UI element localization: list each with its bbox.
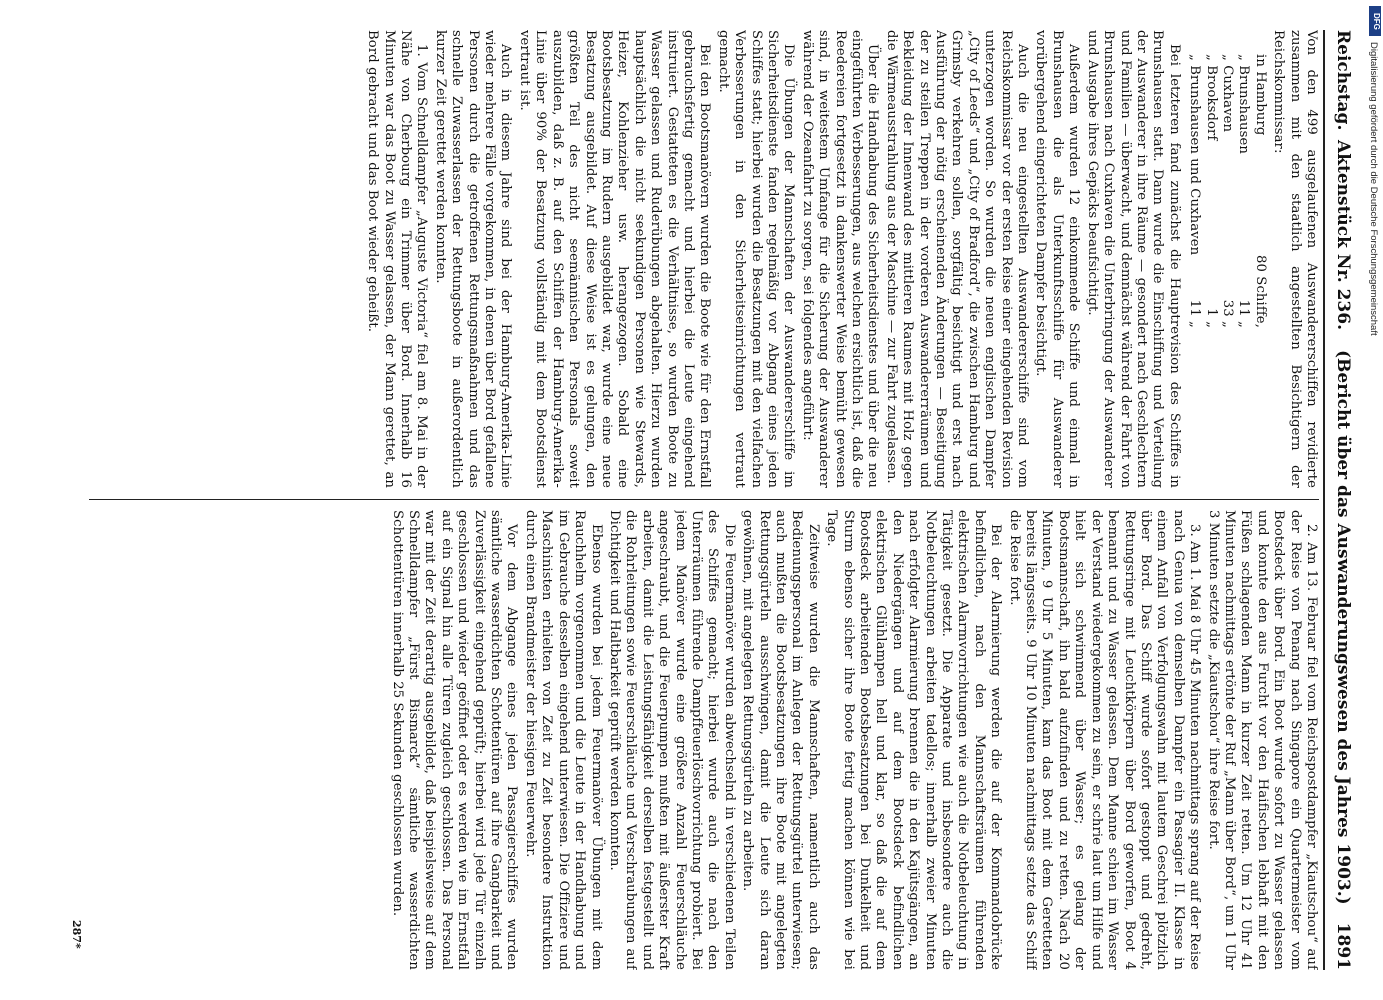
header-right: 1891 (1333, 922, 1353, 970)
list-item: „ Cuxhaven 33 „ (1219, 54, 1235, 328)
digitization-note: Digitalisierung gefördert durch die Deutsche Forschungsgemeinschaft (1368, 42, 1379, 336)
ship-count-list (1186, 54, 1268, 488)
page-number: 287* (70, 920, 83, 949)
left-paragraph: Auch in diesem Jahre sind bei der Hamburg-Amerika-Linie wieder mehrere Fälle vorgekommen, in denen über Bord gefallene Personen durch die getroffenen Rettungsmaßnahmen und das schnelle Zuwasserlassen der Rettungsboote in außerordentlich kurzer Zeit gerettet werden konnten. (432, 30, 514, 488)
list-item: „ Brooksdorf 1 „ (1203, 54, 1219, 328)
left-paragraph: Auch die neu eingestellten Auswandererschiffe sind vom Reichskommissar vor der ersten Reise einer eingehenden Revision unterzogen worden. So wurden die neuen englischen Dampfer „City of Leeds“ und „City of Bradford“, die zwischen Hamburg und Grimsby verkehren sollen, sorgfältig besichtigt und erst nach Ausführung der nötig erscheinenden Änderungen — Beseitigung der zu steilen Treppen in der vorderen Auswandererräumen und Bekleidung der Innenwand des mittleren Raumes mit Holz gegen die Wärmeausstrahlung aus der Maschine — zur Fahrt zugelassen. (883, 30, 1031, 488)
left-intro: Von den 499 ausgelaufenen Auswandererschiffen revidierte zusammen mit den staatlich angestellten Besichtigern der Reichskommissar: (1271, 30, 1319, 488)
header-subtitle: (Bericht über das Auswanderungswesen des Jahres 1903.) (1333, 350, 1353, 905)
list-item: „ Brunshausen 11 „ (1236, 54, 1252, 328)
right-paragraph: 3. Am 1. Mai 8 Uhr 45 Minuten nachmittags sprang auf der Reise nach Genua von demselben Dampfer ein Passagier II. Klasse in einem Anfall von Verfolgungswahn mit lautem Geschrei plötzlich über Bord. Das Schiff wurde sofort gestoppt und gedreht, Rettungsringe mit Leuchtkörpern über Bord geworfen, Boot 4 bemannt und zu Wasser gelassen. Dem Manne schien im Wasser der Verstand wiedergekommen zu sein, er schrie laut um Hilfe und hielt sich schwimmend über Wasser; es gelang der Bootsmannschaft, ihn bald aufzufinden und zu retten. Nach 20 Minuten, 9 Uhr 5 Minuten, kam das Boot mit dem Geretteten bereits längsseits. 9 Uhr 10 Minuten nachmittags setzte das Schiff die Reise fort. (1006, 510, 1203, 970)
page-header (1327, 30, 1355, 970)
right-paragraph: Die Feuermanöver wurden abwechselnd in verschiedenen Teilen des Schiffes gemacht; hierbei wurde auch die nach den Unterräumen führende Dampffeuerlöschvorrichtung probiert. Bei jedem Manöver wurde eine größere Anzahl Feuerschläuche angeschraubt, und die Feuerpumpen mußten mit äußerster Kraft arbeiten, damit die Leistungsfähigkeit derselben festgestellt und die Rohrleitungen sowie Feuerschläuche und Verschraubungen auf Dichtigkeit und Haltbarkeit geprüft werden konnten. (606, 510, 737, 970)
right-paragraph: Bei der Alarmierung werden die auf der Kommandobrücke befindlichen, nach den Mannschaftsräumen führenden elektrischen Alarmvorrichtungen wie auch die Notbeleuchtung in Tätigkeit gesetzt. Die Apparate und insbesondere auch die Notbeleuchtungen arbeiten tadellos; innerhalb zweier Minuten nach erfolgter Alarmierung brennen die in den Kajütsgängen, an den Niedergängen und auf dem Bootsdeck befindlichen elektrischen Glühlampen hell und klar, so daß die auf dem Bootsdeck arbeitenden Bootsbesatzungen bei Dunkelheit und Sturm ebenso sicher ihre Boote fertig machen können wie bei Tage. (824, 510, 1004, 970)
header-left: Reichstag. (1333, 30, 1353, 131)
list-item: „ Brunshausen und Cuxhaven 11 „ (1187, 54, 1203, 328)
header-rule (1324, 30, 1326, 970)
right-paragraph: 2. Am 13. Februar fiel vom Reichspostdampfer „Kiautschou“ auf der Reise von Penang nach Singapore ein Quartermeister vom Bootsdeck über Bord. Ein Boot wurde sofort zu Wasser gelassen und konnte den aus Furcht vor den Haifischen lebhaft mit den Füßen schlagenden Mann in kurzer Zeit retten. Um 12 Uhr 41 Minuten nachmittags ertönte der Ruf „Mann über Bord“, um 1 Uhr 3 Minuten setzte die „Kiautschou“ ihre Reise fort. (1205, 510, 1319, 970)
right-paragraph: Ebenso wurden bei jedem Feuermanöver Übungen mit dem Rauchhelm vorgenommen und die Leute in der Handhabung und im Gebrauche desselben eingehend unterwiesen. Die Offiziere und Maschinisten erhielten von Zeit zu Zeit besondere Instruktion durch einen Brandmeister der hiesigen Feuerwehr. (522, 510, 604, 970)
right-column (79, 510, 1319, 970)
left-paragraph: Bei den Bootsmanövern wurden die Boote wie für den Ernstfall gebrauchsfertig gemacht und hierbei die Leute eingehend instruiert. Gestatteten es die Verhältnisse, so wurden Boote zu Wasser gelassen und Ruderübungen abgehalten. Hierzu wurden hauptsächlich die nicht seekundigen Personen wie Stewards, Heizer, Kohlenzieher usw. herangezogen. Sobald eine Bootsbesatzung im Rudern ausgebildet war, wurde eine neue Besatzung ausgebildet. Auf diese Weise ist es gelungen, den größten Teil des nicht seemännischen Personals soweit auszubilden, daß z. B. auf den Schiffen der Hamburg-Amerika-Linie über 90% der Besatzung vollständig mit dem Bootsdienst vertraut ist. (516, 30, 713, 488)
column-divider (89, 499, 1319, 500)
dfg-logo: DFG (1369, 6, 1381, 36)
left-paragraph: Bei letzteren fand zunächst die Hauptrevision des Schiffes in Brunshausen statt. Dann wurde die Einschiffung und Verteilung der Auswanderer in ihre Räume — gesondert nach Geschlechtern und Familien — überwacht, und demnächst während der Fahrt von Brunshausen nach Cuxhaven die Unterbringung der Auswanderer und Ausgabe ihres Gepäcks beaufsichtigt. (1084, 30, 1182, 488)
header-center: Aktenstück Nr. 236. (1333, 140, 1353, 331)
left-paragraph: Die Übungen der Mannschaften der Auswandererschiffe im Sicherheitsdienste fanden regelmäßig vor Abgang eines jeden Schiffes statt; hierbei wurden die Besatzungen mit den vielfachen Verbesserungen in den Sicherheitseinrichtungen vertraut gemacht. (715, 30, 797, 488)
left-paragraph: Außerdem wurden 12 einkommende Schiffe und einmal in Brunshausen die als Unterkunftsschiffe für Auswanderer vorübergehend eingerichteten Dampfer besichtigt. (1033, 30, 1082, 488)
list-item: in Hamburg 80 Schiffe, (1252, 54, 1268, 328)
right-paragraph: Zeitweise wurden die Mannschaften, namentlich auch das Bedienungspersonal im Anlegen der Rettungsgürtel unterwiesen; auch mußten die Bootsbesatzungen ihre Boote mit angelegten Rettungsgürteln ausschwingen, damit die Leute sich daran gewöhnen, mit angelegten Rettungsgürteln zu arbeiten. (740, 510, 821, 970)
left-paragraph: 1. Vom Schnelldampfer „Auguste Victoria“ fiel am 8. Mai in der Nähe von Cherbourg ein Trimmer über Bord. Innerhalb 16 Minuten war das Boot zu Wasser gelassen, der Mann gerettet, an Bord gebracht und das Boot wieder geheißt. (365, 30, 430, 488)
left-column (79, 30, 1319, 488)
left-paragraph: Über die Handhabung des Sicherheitsdienstes und über die neu eingeführten Verbesserungen, aus welchen ersichtlich ist, daß die Reedereien fortgesetzt in dankenswerter Weise bemüht gewesen sind, in weitestem Umfange für die Sicherung der Auswanderer während der Ozeanfahrt zu sorgen, sei folgendes angeführt: (799, 30, 881, 488)
right-paragraph: Vor dem Abgange eines jeden Passagierschiffes wurden sämtliche wasserdichten Schottentüren auf ihre Gangbarkeit und Zuverlässigkeit eingehend geprüft; hierbei wird jede Tür einzeln geschlossen und wieder geöffnet oder es werden wie im Ernstfall auf ein Signal hin alle Türen zugleich geschlossen. Das Personal war mit der Zeit derartig ausgebildet, daß beispielsweise auf dem Schnelldampfer „Fürst Bismarck“ sämtliche wasserdichten Schottentüren innerhalb 25 Sekunden geschlossen wurden. (389, 510, 520, 970)
